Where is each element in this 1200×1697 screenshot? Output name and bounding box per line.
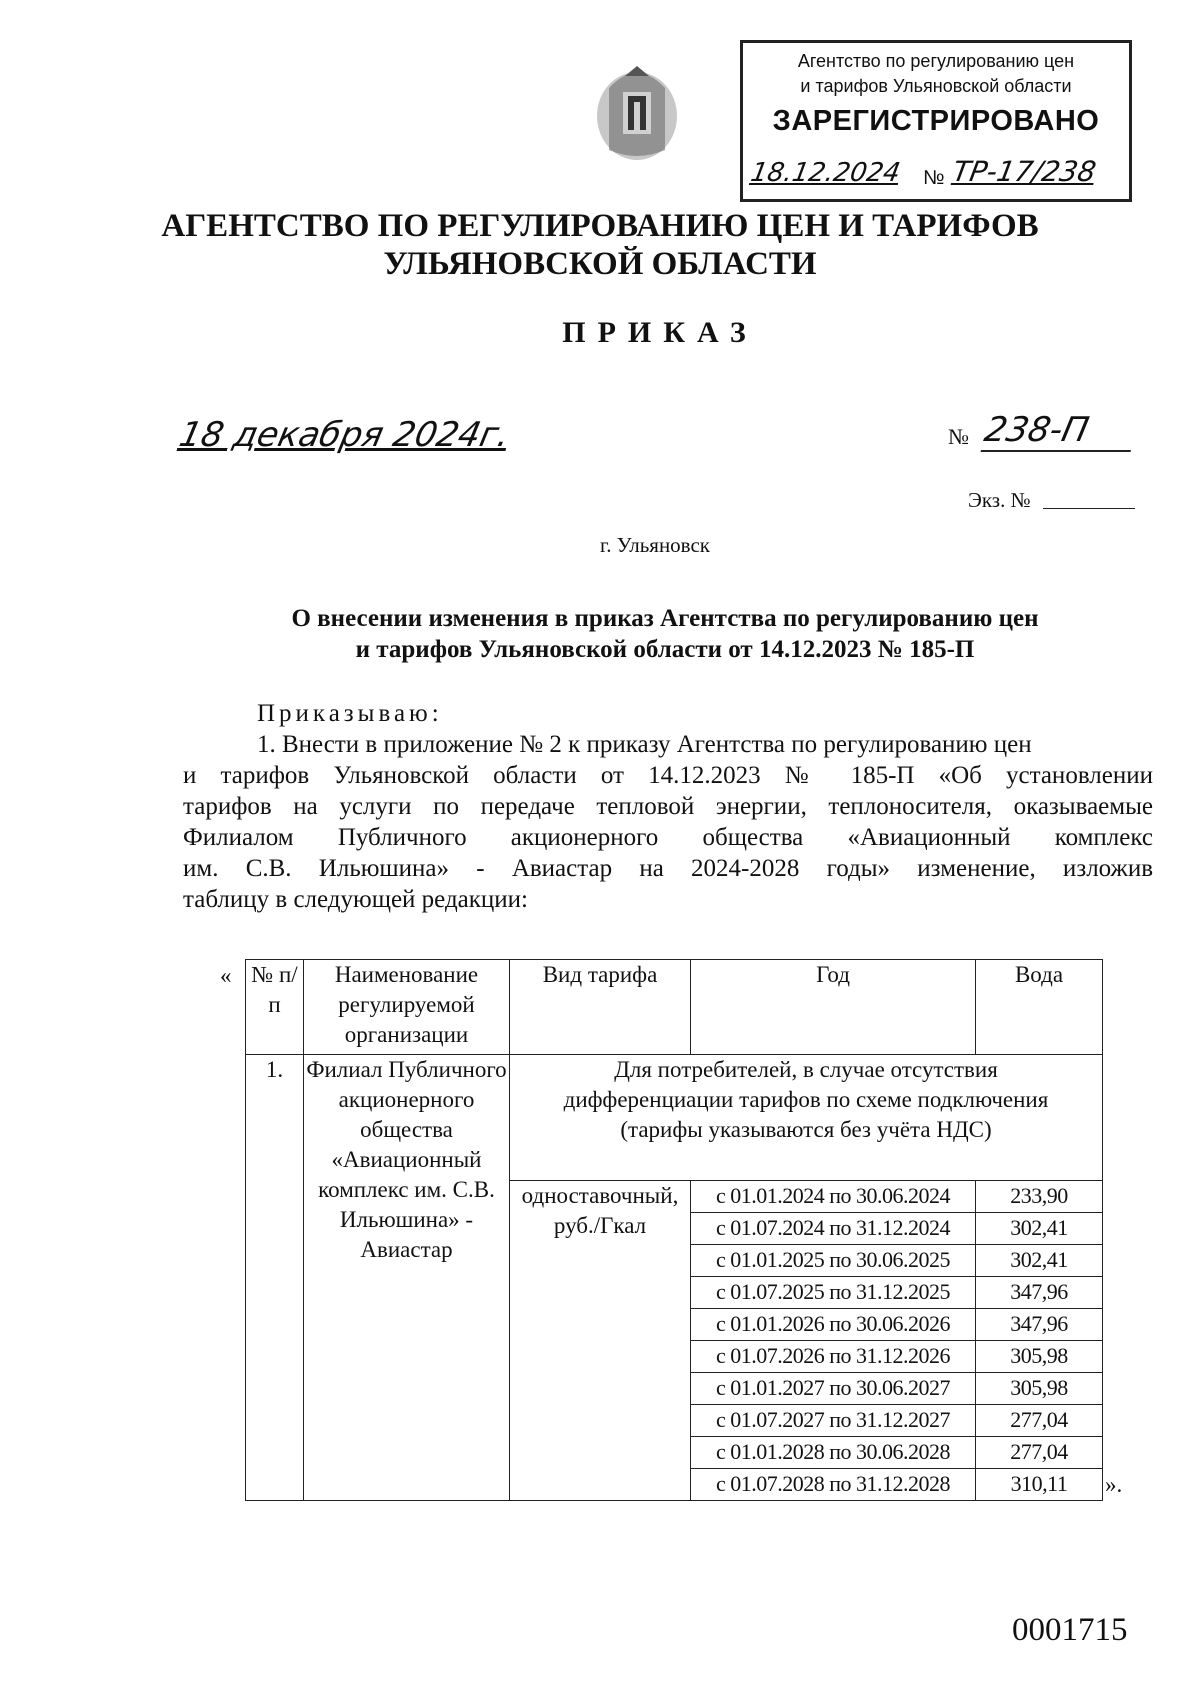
- item1-line: таблицу в следующей редакции:: [183, 886, 528, 913]
- registration-stamp: [740, 40, 1132, 202]
- header-org: Наименование регулируемой организации: [304, 960, 510, 1055]
- order-subject: [200, 603, 1130, 665]
- row-number: 1.: [246, 1055, 304, 1501]
- item1-line: 1. Внести в приложение № 2 к приказу Агентства по регулированию цен: [257, 731, 1032, 758]
- city: г. Ульяновск: [599, 533, 710, 557]
- period-cell: с 01.01.2026 по 30.06.2026: [691, 1309, 976, 1341]
- agency-title-line2: УЛЬЯНОВСКОЙ ОБЛАСТИ: [383, 246, 817, 282]
- period-cell: с 01.07.2026 по 31.12.2026: [691, 1341, 976, 1373]
- table-close-quote: ».: [1105, 1472, 1123, 1497]
- item1-line: тарифов на услуги по передаче тепловой энергии, теплоносителя, оказываемые: [183, 793, 1153, 820]
- period-cell: с 01.07.2027 по 31.12.2027: [691, 1405, 976, 1437]
- document-type: ПРИКАЗ: [562, 316, 758, 349]
- value-cell: 310,11: [976, 1469, 1103, 1501]
- value-cell: 305,98: [976, 1341, 1103, 1373]
- stamp-number: ТР-17/238: [950, 155, 1099, 188]
- value-cell: 233,90: [976, 1181, 1103, 1213]
- value-cell: 305,98: [976, 1373, 1103, 1405]
- value-cell: 347,96: [976, 1309, 1103, 1341]
- copy-number-label: Экз. №: [968, 488, 1031, 512]
- value-cell: 302,41: [976, 1245, 1103, 1277]
- item1-text: [183, 729, 1153, 915]
- header-num: № п/п: [246, 960, 304, 1055]
- order-date: 18 декабря 2024г.: [175, 415, 514, 455]
- period-cell: с 01.07.2024 по 31.12.2024: [691, 1213, 976, 1245]
- header-tariff-type: Вид тарифа: [510, 960, 691, 1055]
- stamp-status: ЗАРЕГИСТРИРОВАНО: [772, 105, 1100, 137]
- document-serial-number: 0001715: [1012, 1612, 1128, 1648]
- stamp-no-sign: №: [923, 167, 945, 189]
- order-word: Приказываю:: [257, 700, 443, 727]
- item1-line: и тарифов Ульяновской области от 14.12.2023 № 185-П «Об установлении: [183, 762, 1153, 789]
- item1-line: Филиалом Публичного акционерного общества «Авиационный комплекс: [183, 824, 1153, 851]
- period-cell: с 01.01.2024 по 30.06.2024: [691, 1181, 976, 1213]
- tariff-table: [245, 959, 1103, 1501]
- subject-line1: О внесении изменения в приказ Агентства по регулированию цен: [291, 605, 1039, 632]
- header-year: Год: [691, 960, 976, 1055]
- tariff-type: одноставочный, руб./Гкал: [510, 1181, 691, 1501]
- subject-line2: и тарифов Ульяновской области от 14.12.2023 № 185-П: [355, 636, 975, 663]
- period-cell: с 01.07.2028 по 31.12.2028: [691, 1469, 976, 1501]
- period-cell: с 01.01.2028 по 30.06.2028: [691, 1437, 976, 1469]
- table-open-quote: «: [220, 963, 232, 988]
- organization-name: Филиал Публичного акционерного общества «Авиационный комплекс им. С.В. Ильюшина» - Авиастар: [304, 1055, 510, 1501]
- stamp-agency-line2: и тарифов Ульяновской области: [800, 76, 1072, 96]
- header-water: Вода: [976, 960, 1103, 1055]
- stamp-date: 18.12.2024: [748, 158, 903, 188]
- value-cell: 347,96: [976, 1277, 1103, 1309]
- item1-line: им. С.В. Ильюшина» - Авиастар на 2024-2028 годы» изменение, изложив: [183, 855, 1153, 882]
- group-note: Для потребителей, в случае отсутствия дифференциации тарифов по схеме подключения (тарифы указываются без учёта НДС): [510, 1055, 1103, 1181]
- value-cell: 302,41: [976, 1213, 1103, 1245]
- value-cell: 277,04: [976, 1405, 1103, 1437]
- agency-title-line1: АГЕНТСТВО ПО РЕГУЛИРОВАНИЮ ЦЕН И ТАРИФОВ: [161, 208, 1039, 244]
- period-cell: с 01.01.2025 по 30.06.2025: [691, 1245, 976, 1277]
- order-number: 238-П: [981, 410, 1140, 452]
- value-cell: 277,04: [976, 1437, 1103, 1469]
- coat-of-arms-icon: [595, 58, 679, 162]
- period-cell: с 01.07.2025 по 31.12.2025: [691, 1277, 976, 1309]
- order-number-label: №: [948, 424, 969, 449]
- table-header-row: [246, 960, 1103, 1055]
- table-group-row: [246, 1055, 1103, 1181]
- stamp-agency-line1: Агентство по регулированию цен: [797, 51, 1075, 71]
- copy-number-blank: [1043, 508, 1135, 509]
- period-cell: с 01.01.2027 по 30.06.2027: [691, 1373, 976, 1405]
